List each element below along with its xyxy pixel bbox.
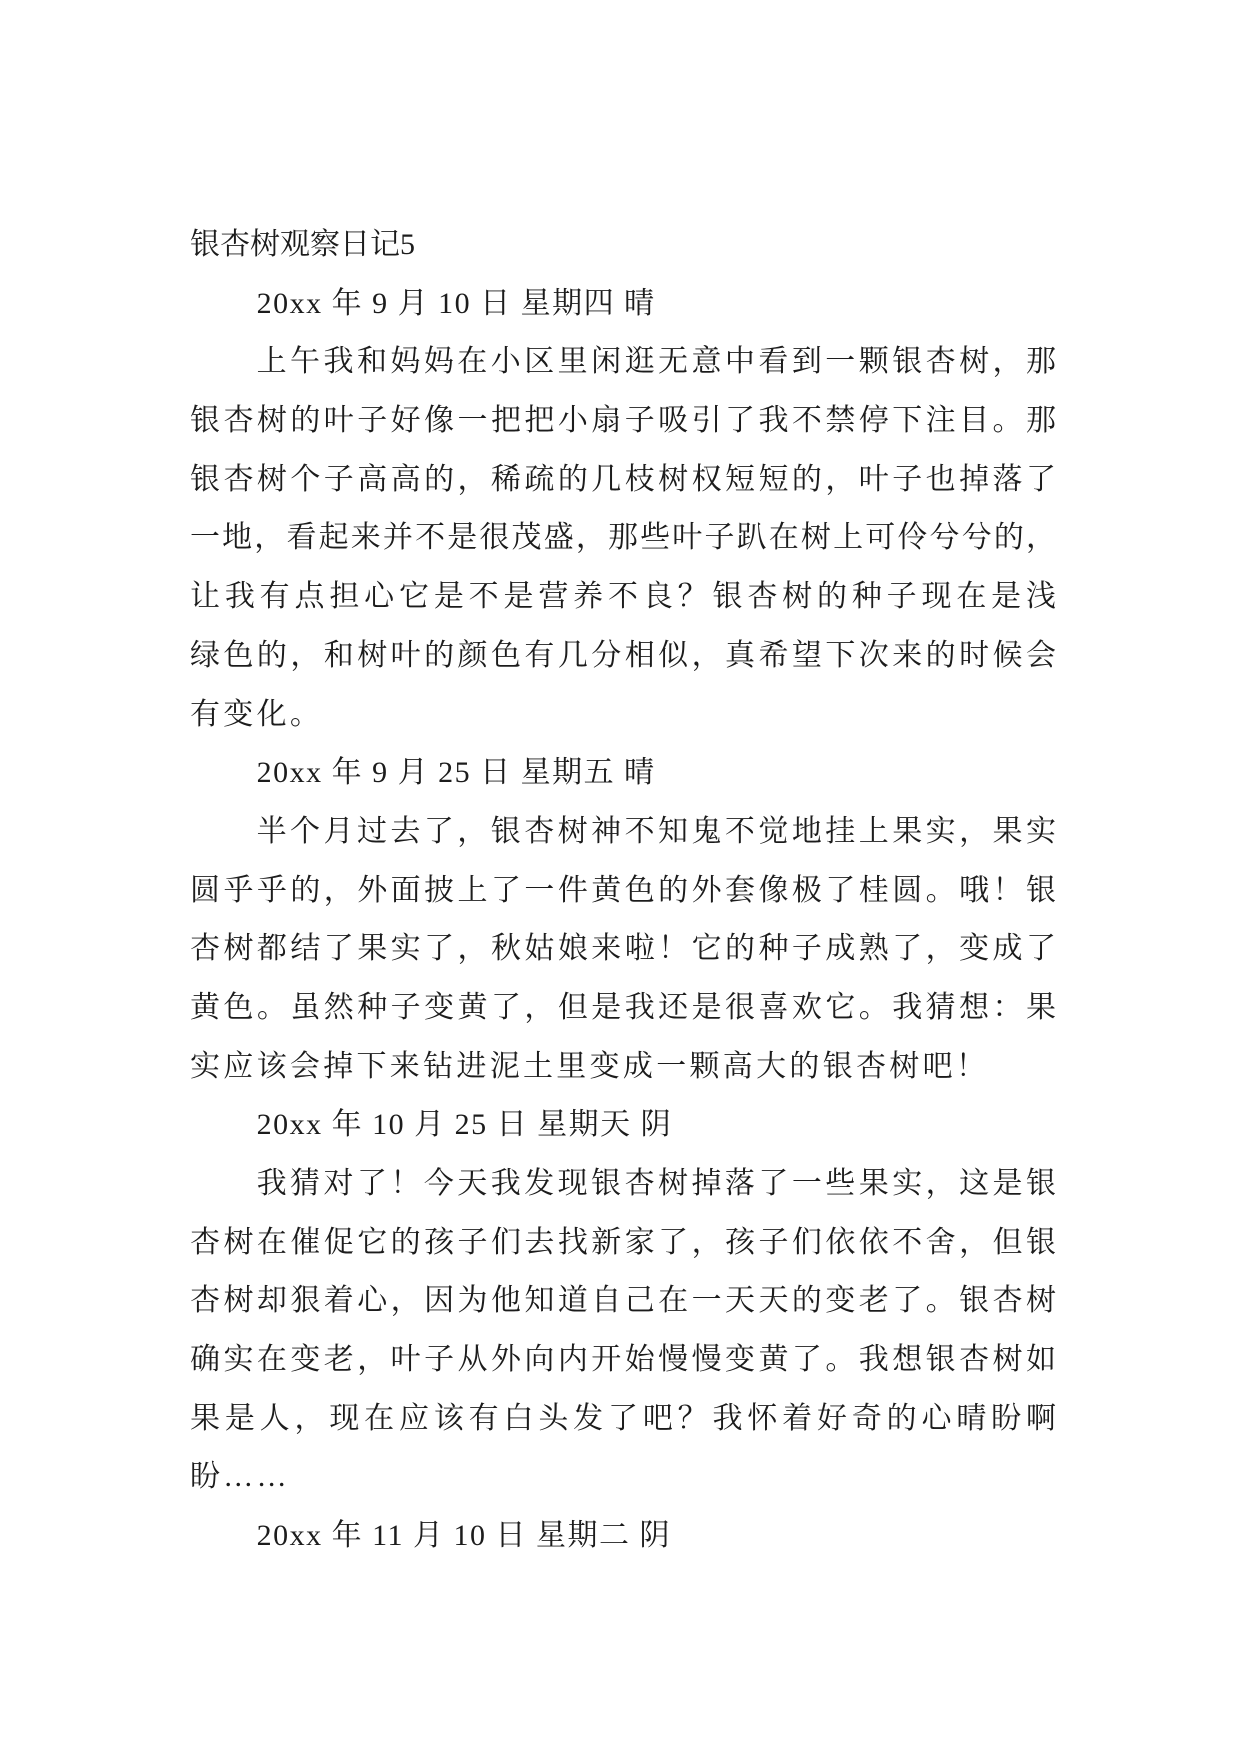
body-line: 杏树在催促它的孩子们去找新家了，孩子们依依不舍，但银 <box>190 1225 1056 1259</box>
entry-paragraph <box>190 1155 1056 1507</box>
entry-date: 20xx 年 9 月 10 日 星期四 晴 <box>256 286 656 320</box>
entry-paragraph <box>190 803 1056 1096</box>
entry-date: 20xx 年 11 月 10 日 星期二 阴 <box>256 1519 671 1553</box>
body-line: 半个月过去了，银杏树神不知鬼不觉地挂上果实，果实 <box>256 814 1056 848</box>
body-line: 杏树却狠着心，因为他知道自己在一天天的变老了。银杏树 <box>190 1284 1056 1318</box>
body-line: 一地，看起来并不是很茂盛，那些叶子趴在树上可伶兮兮的， <box>190 521 1056 555</box>
body-line: 绿色的，和树叶的颜色有几分相似，真希望下次来的时候会 <box>190 638 1056 672</box>
body-line: 确实在变老，叶子从外向内开始慢慢变黄了。我想银杏树如 <box>190 1343 1056 1377</box>
body-line: 圆乎乎的，外面披上了一件黄色的外套像极了桂圆。哦！银 <box>190 873 1056 907</box>
body-line: 有变化。 <box>190 697 324 731</box>
diary-entry <box>190 744 1056 1096</box>
body-line: 上午我和妈妈在小区里闲逛无意中看到一颗银杏树，那 <box>256 345 1056 379</box>
entry-date: 20xx 年 10 月 25 日 星期天 阴 <box>256 1108 673 1142</box>
body-line: 黄色。虽然种子变黄了，但是我还是很喜欢它。我猜想：果 <box>190 990 1056 1024</box>
document-title: 银杏树观察日记5 <box>190 228 415 261</box>
body-line: 果是人，现在应该有白头发了吧？我怀着好奇的心晴盼啊 <box>190 1401 1056 1435</box>
entry-paragraph <box>190 333 1056 744</box>
body-line: 盼…… <box>190 1460 290 1494</box>
diary-entry <box>190 1096 1056 1507</box>
body-line: 实应该会掉下来钻进泥土里变成一颗高大的银杏树吧！ <box>190 1049 990 1083</box>
body-line: 让我有点担心它是不是营养不良？银杏树的种子现在是浅 <box>190 580 1056 614</box>
document-body <box>190 216 1056 1566</box>
body-line: 我猜对了！今天我发现银杏树掉落了一些果实，这是银 <box>256 1167 1056 1200</box>
entry-date: 20xx 年 9 月 25 日 星期五 晴 <box>256 756 656 790</box>
diary-entry <box>190 275 1056 745</box>
diary-entry <box>190 1507 1056 1566</box>
body-line: 银杏树个子高高的，稀疏的几枝树权短短的，叶子也掉落了 <box>190 462 1056 496</box>
body-line: 银杏树的叶子好像一把把小扇子吸引了我不禁停下注目。那 <box>190 404 1056 438</box>
body-line: 杏树都结了果实了，秋姑娘来啦！它的种子成熟了，变成了 <box>190 932 1056 966</box>
